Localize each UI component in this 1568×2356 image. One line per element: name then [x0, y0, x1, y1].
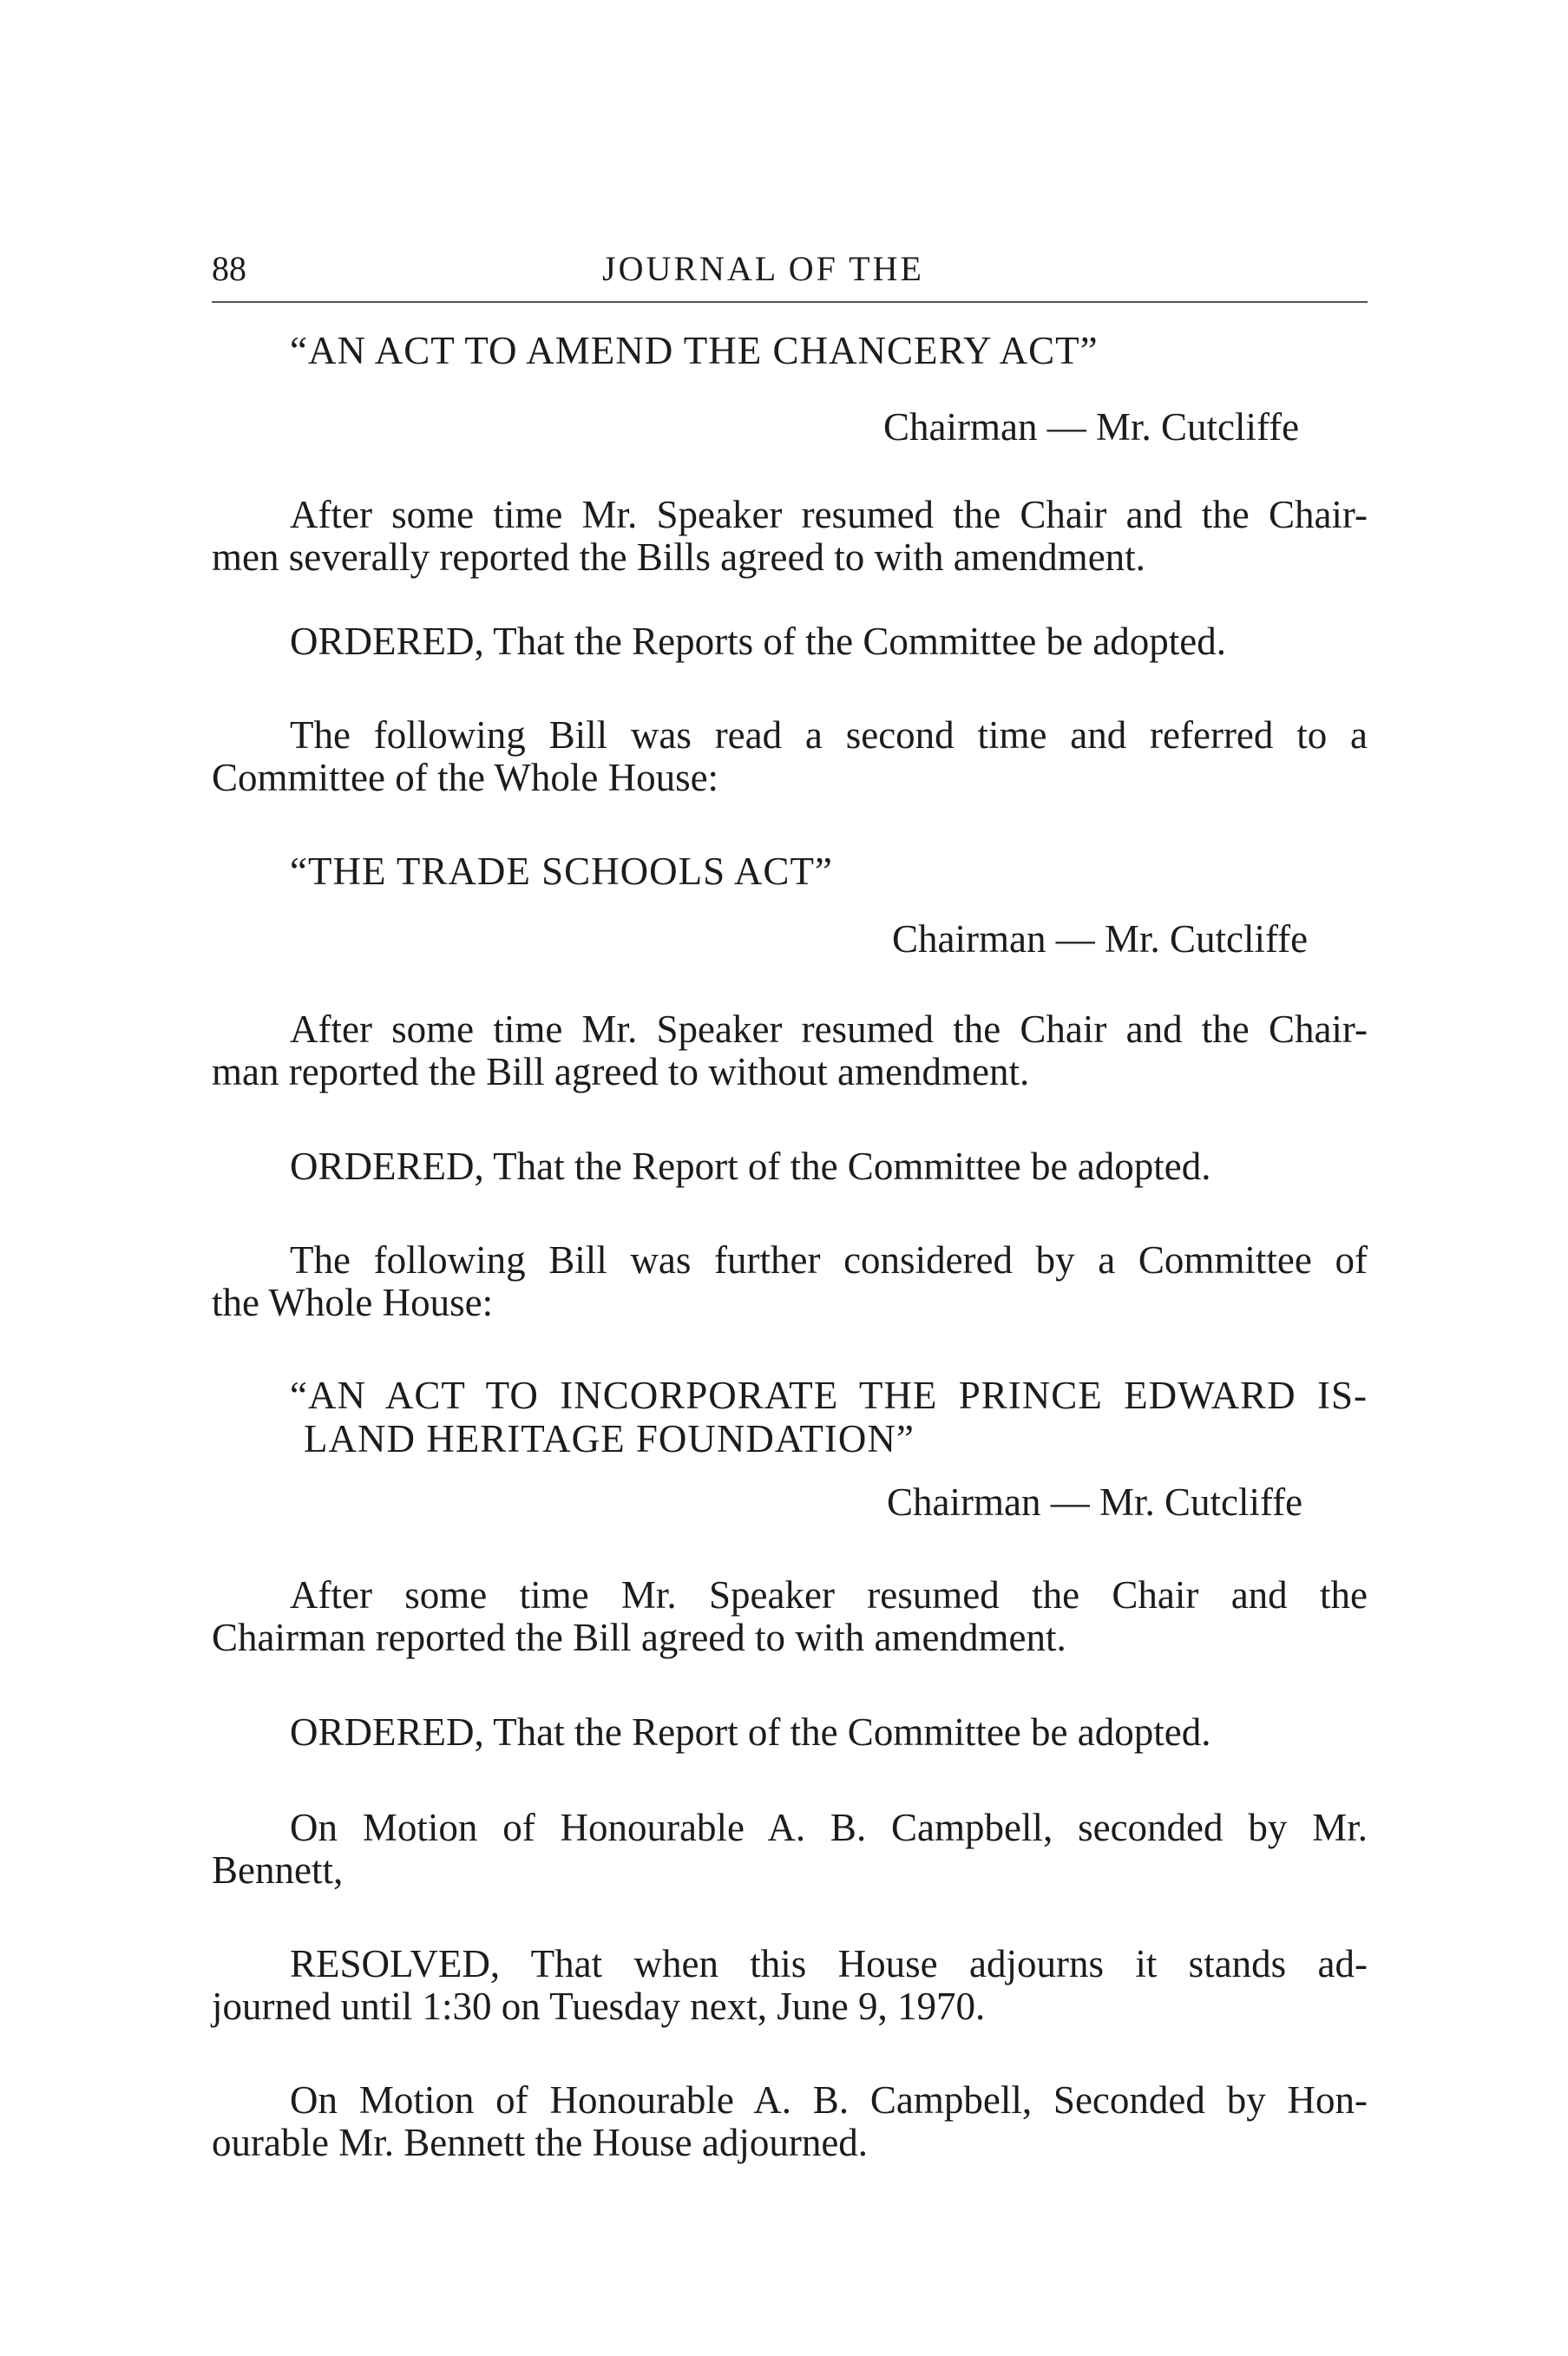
paragraph-3-line-1: The following Bill was read a second time and referred to a: [290, 713, 1368, 757]
bill-title-trade-schools-act: “THE TRADE SCHOOLS ACT”: [290, 850, 833, 893]
paragraph-1-line-1: After some time Mr. Speaker resumed the Chair and the Chair-: [290, 493, 1368, 536]
paragraph-6-line-1: The following Bill was further considered by a Committee of: [290, 1238, 1368, 1282]
running-head: JOURNAL OF THE: [602, 249, 924, 288]
bill-title-heritage-foundation-line-2: LAND HERITAGE FOUNDATION”: [304, 1417, 915, 1460]
chairman-line-1: Chairman — Mr. Cutcliffe: [883, 405, 1300, 449]
paragraph-6-line-2: the Whole House:: [212, 1281, 494, 1324]
paragraph-9-line-1: On Motion of Honourable A. B. Campbell, seconded by Mr.: [290, 1806, 1368, 1849]
header-rule: [212, 301, 1368, 303]
paragraph-11-line-1: On Motion of Honourable A. B. Campbell, Seconded by Hon-: [290, 2078, 1368, 2122]
ordered-reports-adopted: ORDERED, That the Reports of the Committee be adopted.: [290, 620, 1226, 663]
page-number: 88: [212, 249, 246, 288]
resolved-line-1: RESOLVED, That when this House adjourns it stands ad-: [290, 1942, 1368, 1985]
paragraph-7-line-1: After some time Mr. Speaker resumed the Chair and the: [290, 1573, 1368, 1617]
bill-title-chancery-act: “AN ACT TO AMEND THE CHANCERY ACT”: [290, 329, 1099, 372]
paragraph-1-line-2: men severally reported the Bills agreed to with amendment.: [212, 535, 1145, 579]
paragraph-4-line-2: man reported the Bill agreed to without amendment.: [212, 1050, 1030, 1093]
resolved-line-2: journed until 1:30 on Tuesday next, June 9, 1970.: [212, 1985, 986, 2028]
chairman-line-3: Chairman — Mr. Cutcliffe: [887, 1480, 1303, 1524]
paragraph-3-line-2: Committee of the Whole House:: [212, 756, 719, 799]
paragraph-7-line-2: Chairman reported the Bill agreed to with amendment.: [212, 1616, 1066, 1659]
paragraph-4-line-1: After some time Mr. Speaker resumed the Chair and the Chair-: [290, 1007, 1368, 1051]
chairman-line-2: Chairman — Mr. Cutcliffe: [892, 917, 1309, 961]
bill-title-heritage-foundation-line-1: “AN ACT TO INCORPORATE THE PRINCE EDWARD IS-: [290, 1374, 1368, 1417]
paragraph-11-line-2: ourable Mr. Bennett the House adjourned.: [212, 2121, 869, 2164]
ordered-report-adopted-2: ORDERED, That the Report of the Committee be adopted.: [290, 1710, 1211, 1754]
paragraph-9-line-2: Bennett,: [212, 1848, 344, 1892]
ordered-report-adopted-1: ORDERED, That the Report of the Committee be adopted.: [290, 1145, 1211, 1188]
